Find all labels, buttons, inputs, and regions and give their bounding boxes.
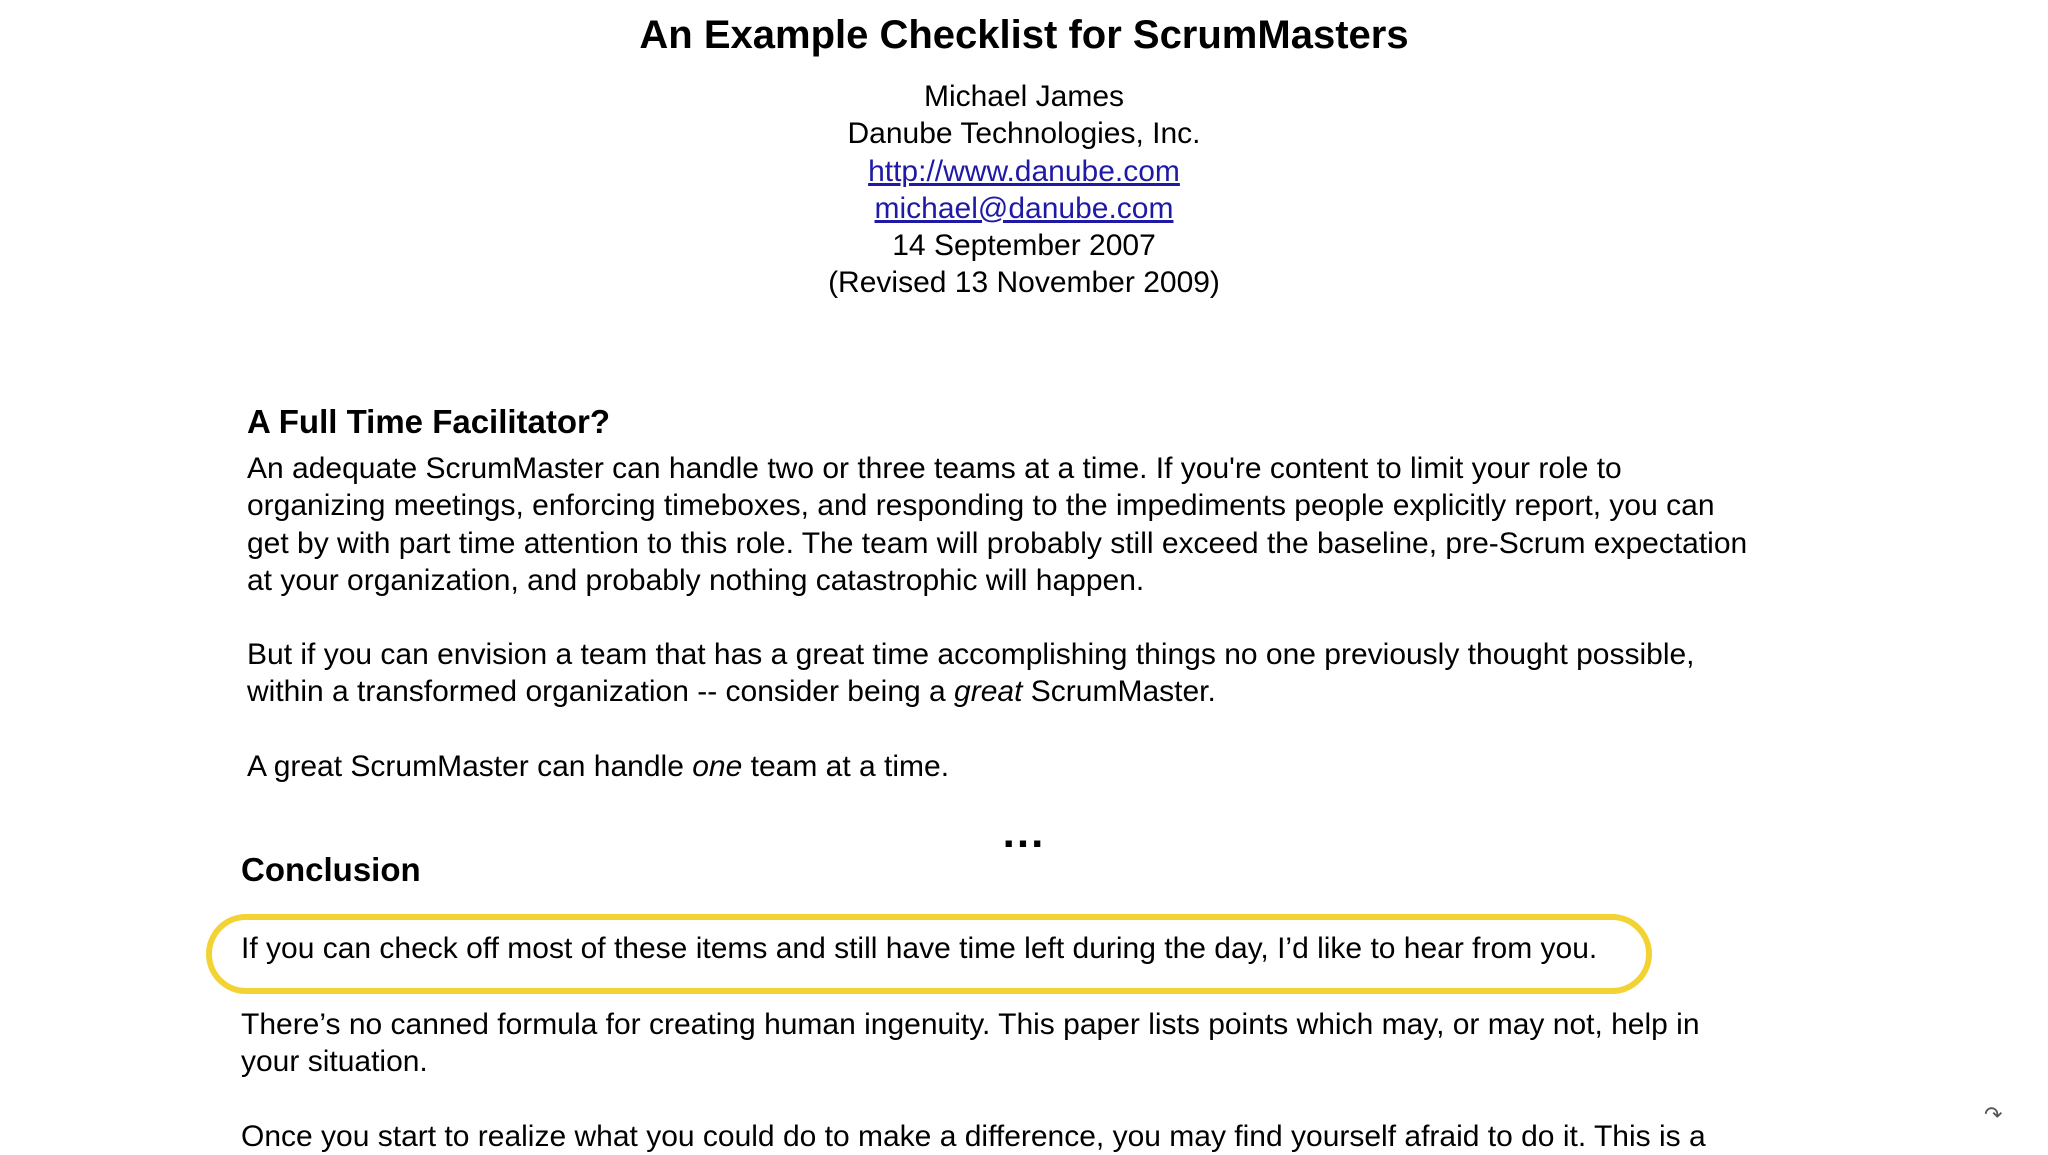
author-name: Michael James bbox=[923, 80, 1125, 113]
paragraph-line: organizing meetings, enforcing timeboxes, and responding to the impediments people explicitly report, you can bbox=[247, 489, 1715, 523]
paragraph-adequate-scrummaster bbox=[247, 450, 1747, 599]
text-run: A great ScrumMaster can handle bbox=[247, 750, 693, 783]
paragraph-line: get by with part time attention to this role. The team will probably still exceed the baseline, pre-Scrum expectation bbox=[247, 526, 1748, 560]
text-run: team at a time. bbox=[742, 750, 950, 783]
website-link[interactable]: http://www.danube.com bbox=[868, 154, 1180, 188]
revised-date: (Revised 13 November 2009) bbox=[828, 266, 1220, 300]
organization-name: Danube Technologies, Inc. bbox=[847, 117, 1201, 151]
section-heading-facilitator: A Full Time Facilitator? bbox=[247, 403, 611, 440]
document-title: An Example Checklist for ScrumMasters bbox=[639, 13, 1409, 57]
paragraph-one-team bbox=[247, 748, 949, 785]
document-meta bbox=[0, 78, 2048, 302]
paragraph-great-scrummaster bbox=[247, 636, 1695, 711]
text-run: within a transformed organization -- consider being a bbox=[247, 675, 955, 709]
omission-ellipsis: ... bbox=[1002, 808, 1046, 857]
email-link[interactable]: michael@danube.com bbox=[874, 191, 1174, 225]
emphasis-one: one bbox=[692, 750, 743, 783]
paragraph-canned-formula bbox=[241, 1006, 1700, 1081]
paragraph-line: But if you can envision a team that has a great time accomplishing things no one previously thought possible, bbox=[247, 638, 1695, 671]
paragraph-line: at your organization, and probably nothing catastrophic will happen. bbox=[247, 563, 1145, 597]
highlighted-sentence: If you can check off most of these items and still have time left during the day, I’d like to hear from you. bbox=[241, 932, 1598, 965]
paragraph-start-to-realize: Once you start to realize what you could do to make a difference, you may find yourself afraid to do it. This is a bbox=[241, 1120, 1706, 1153]
document-date: 14 September 2007 bbox=[892, 229, 1156, 263]
paragraph-line bbox=[247, 748, 949, 785]
paragraph-line bbox=[247, 673, 1695, 710]
paragraph-line: your situation. bbox=[241, 1045, 428, 1079]
paragraph-line: There’s no canned formula for creating human ingenuity. This paper lists points which may, or may not, help in bbox=[241, 1008, 1700, 1041]
section-heading-conclusion: Conclusion bbox=[241, 851, 421, 888]
emphasis-great: great bbox=[954, 675, 1023, 709]
paragraph-line: An adequate ScrumMaster can handle two or three teams at a time. If you're content to limit your role to bbox=[247, 452, 1622, 485]
spinner-icon: ↷ bbox=[1984, 1102, 2003, 1127]
text-run: ScrumMaster. bbox=[1022, 675, 1216, 709]
